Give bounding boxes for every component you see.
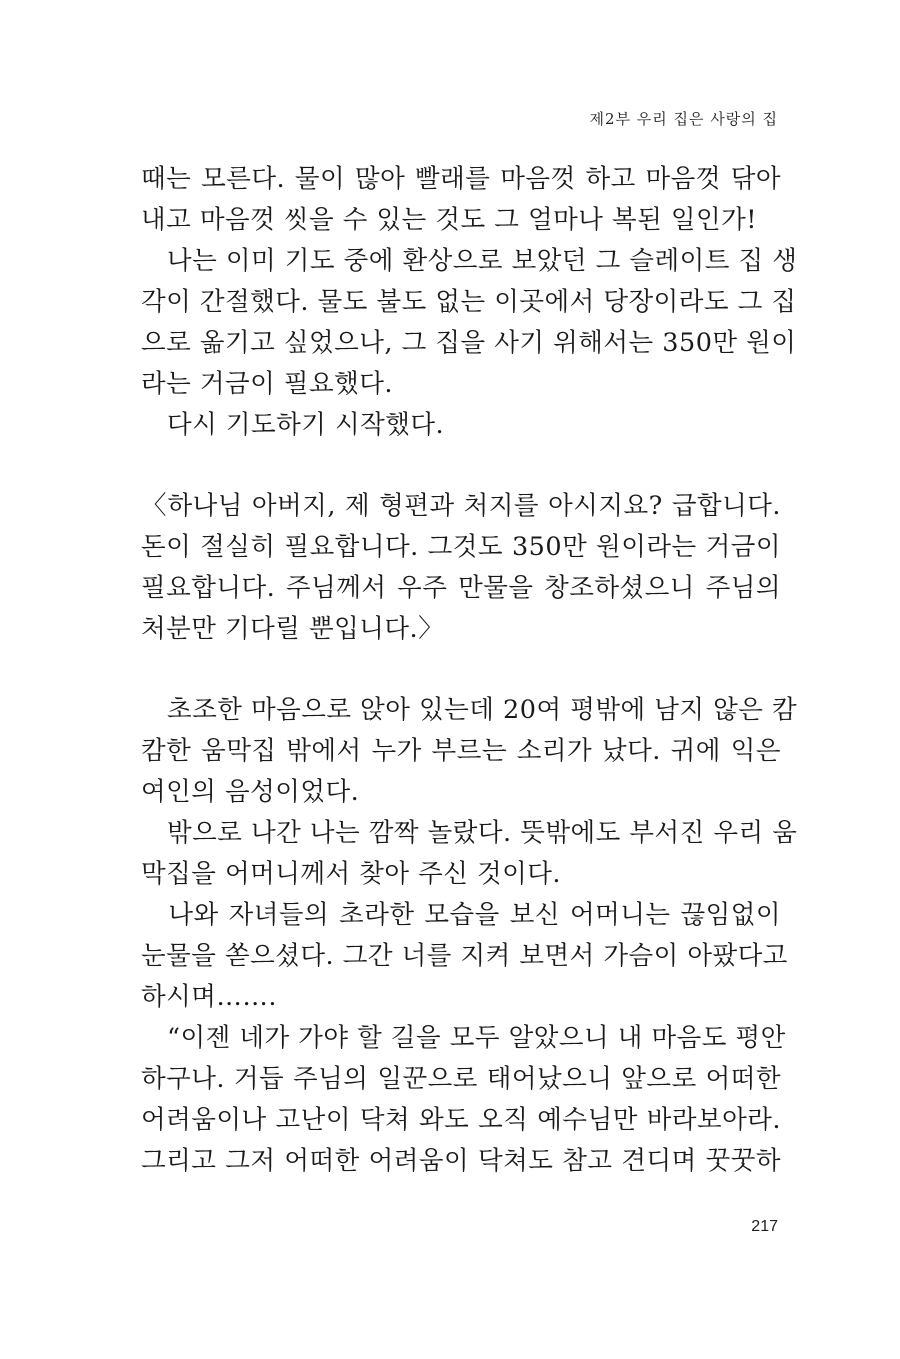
prayer-line: 〈하나님 아버지, 제 형편과 처지를 아시지요? 급합니다. [141, 491, 781, 521]
text-line: 캄한 움막집 밖에서 누가 부르는 소리가 났다. 귀에 익은 [141, 736, 781, 766]
body-text [141, 159, 798, 1182]
text-line: 하구나. 거듭 주님의 일꾼으로 태어났으니 앞으로 어떠한 [141, 1064, 781, 1094]
page-number: 217 [751, 1218, 778, 1235]
text-line: 어려움이나 고난이 닥쳐 와도 오직 예수님만 바라보아라. [141, 1105, 781, 1135]
text-line: 막집을 어머니께서 찾아 주신 것이다. [141, 859, 562, 889]
text-line: 다시 기도하기 시작했다. [141, 410, 445, 440]
paragraph-gap [141, 650, 781, 690]
text-line: 하시며……. [141, 982, 278, 1012]
text-line: 그리고 그저 어떠한 어려움이 닥쳐도 참고 견디며 꿋꿋하 [141, 1146, 781, 1176]
running-header: 제2부 우리 집은 사랑의 집 [589, 110, 778, 128]
text-line: 나와 자녀들의 초라한 모습을 보신 어머니는 끊임없이 [141, 900, 781, 930]
paragraph-gap [141, 446, 781, 486]
text-line: 내고 마음껏 씻을 수 있는 것도 그 얼마나 복된 일인가! [141, 205, 757, 235]
text-line: 라는 거금이 필요했다. [141, 369, 394, 399]
text-line: 나는 이미 기도 중에 환상으로 보았던 그 슬레이트 집 생 [141, 246, 798, 276]
prayer-line: 돈이 절실히 필요합니다. 그것도 350만 원이라는 거금이 [141, 532, 781, 562]
text-line: 때는 모른다. 물이 많아 빨래를 마음껏 하고 마음껏 닦아 [141, 164, 781, 194]
text-line: 여인의 음성이었다. [141, 777, 360, 807]
prayer-line: 처분만 기다릴 뿐입니다.〉 [141, 614, 445, 644]
prayer-line: 필요합니다. 주님께서 우주 만물을 창조하셨으니 주님의 [141, 573, 781, 603]
text-line: “이젠 네가 가야 할 길을 모두 알았으니 내 마음도 평안 [141, 1023, 786, 1053]
text-line: 초조한 마음으로 앉아 있는데 20여 평밖에 남지 않은 캄 [141, 695, 798, 725]
text-line: 각이 간절했다. 물도 불도 없는 이곳에서 당장이라도 그 집 [141, 287, 797, 317]
text-line: 밖으로 나간 나는 깜짝 놀랐다. 뜻밖에도 부서진 우리 움 [141, 818, 798, 848]
text-line: 으로 옮기고 싶었으나, 그 집을 사기 위해서는 350만 원이 [141, 328, 797, 358]
text-line: 눈물을 쏟으셨다. 그간 너를 지켜 보면서 가슴이 아팠다고 [141, 941, 788, 971]
